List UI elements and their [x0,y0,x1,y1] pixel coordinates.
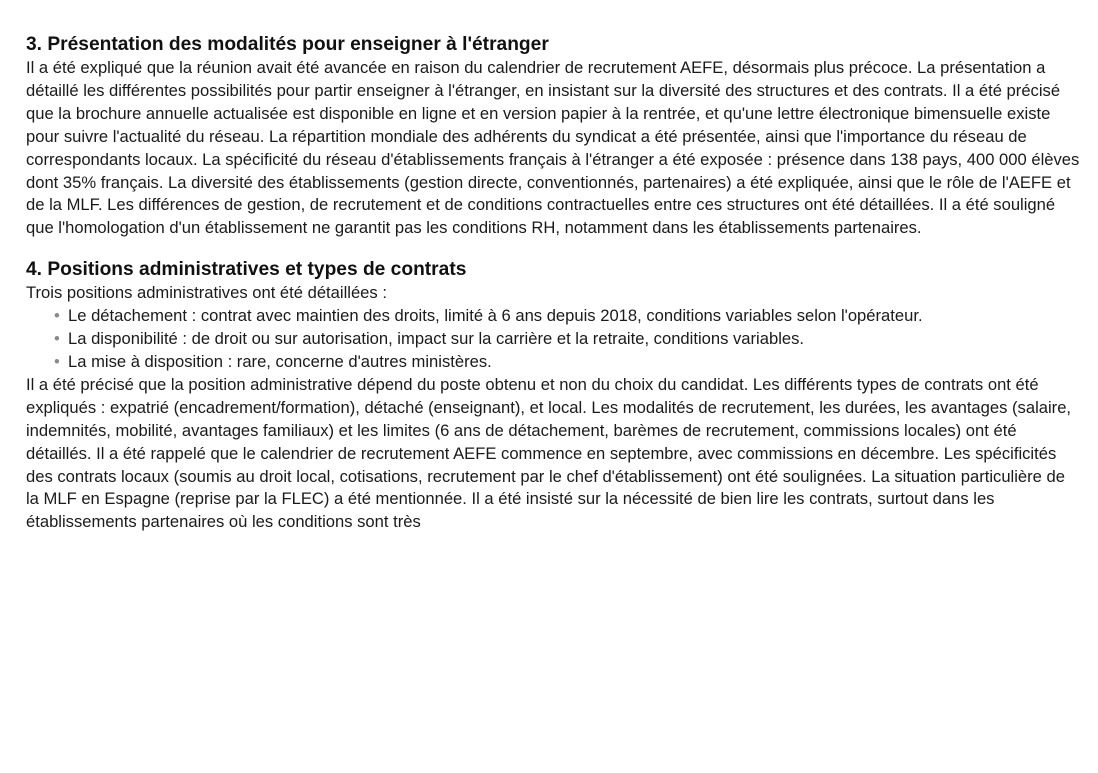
cut-off-previous-line [26,0,1082,11]
section-4-heading: 4. Positions administratives et types de contrats [26,259,467,281]
section-4-paragraph: Il a été précisé que la position administrative dépend du poste obtenu et non du choix du candidat. Les différents types de contrats ont été expliqués : expatrié (encadrement/formation), détaché (enseignant), et local. Les modalités de recrutement, les durées, les avantages (salaire, indemnités, mobilité, avantages familiaux) et les limites (6 ans de détachement, barèmes de recrutement, commissions locales) ont été détaillés. Il a été rappelé que le calendrier de recrutement AEFE commence en septembre, avec commissions en décembre. Les spécificités des contrats locaux (soumis au droit local, cotisations, recrutement par le chef d'établissement) ont été soulignées. La situation particulière de la MLF en Espagne (reprise par la FLEC) a été mentionnée. Il a été insisté sur la nécessité de bien lire les contrats, surtout dans les établissements partenaires où les conditions sont très [26,374,1072,532]
list-item [54,328,1082,351]
section-4 [26,258,1082,534]
list-item [54,351,1082,374]
bullet-icon: • [54,329,60,349]
section-3 [26,33,1082,240]
section-4-intro: Trois positions administratives ont été détaillées : [26,283,387,303]
list-item-text: La mise à disposition : rare, concerne d'autres ministères. [68,351,492,371]
bullet-icon: • [54,351,60,371]
document-body [26,0,1082,534]
positions-list [26,305,1082,374]
bullet-icon: • [54,306,60,326]
section-3-paragraph: Il a été expliqué que la réunion avait été avancée en raison du calendrier de recrutement AEFE, désormais plus précoce. La présentation a détaillé les différentes possibilités pour partir enseigner à l'étranger, en insistant sur la diversité des structures et des contrats. Il a été précisé que la brochure annuelle actualisée est disponible en ligne et en version papier à la rentrée, et qu'une lettre électronique bimensuelle existe pour suivre l'actualité du réseau. La répartition mondiale des adhérents du syndicat a été présentée, ainsi que l'importance du réseau de correspondants locaux. La spécificité du réseau d'établissements français à l'étranger a été exposée : présence dans 138 pays, 400 000 élèves dont 35% français. La diversité des établissements (gestion directe, conventionnés, partenaires) a été expliquée, ainsi que le rôle de l'AEFE et de la MLF. Les différences de gestion, de recrutement et de conditions contractuelles entre ces structures ont été détaillées. Il a été souligné que l'homologation d'un établissement ne garantit pas les conditions RH, notamment dans les établissements partenaires. [26,58,1080,238]
section-3-heading: 3. Présentation des modalités pour enseigner à l'étranger [26,34,549,55]
list-item [54,305,1082,328]
list-item-text: Le détachement : contrat avec maintien des droits, limité à 6 ans depuis 2018, conditions variables selon l'opérateur. [68,306,923,326]
list-item-text: La disponibilité : de droit ou sur autorisation, impact sur la carrière et la retraite, conditions variables. [68,329,805,349]
